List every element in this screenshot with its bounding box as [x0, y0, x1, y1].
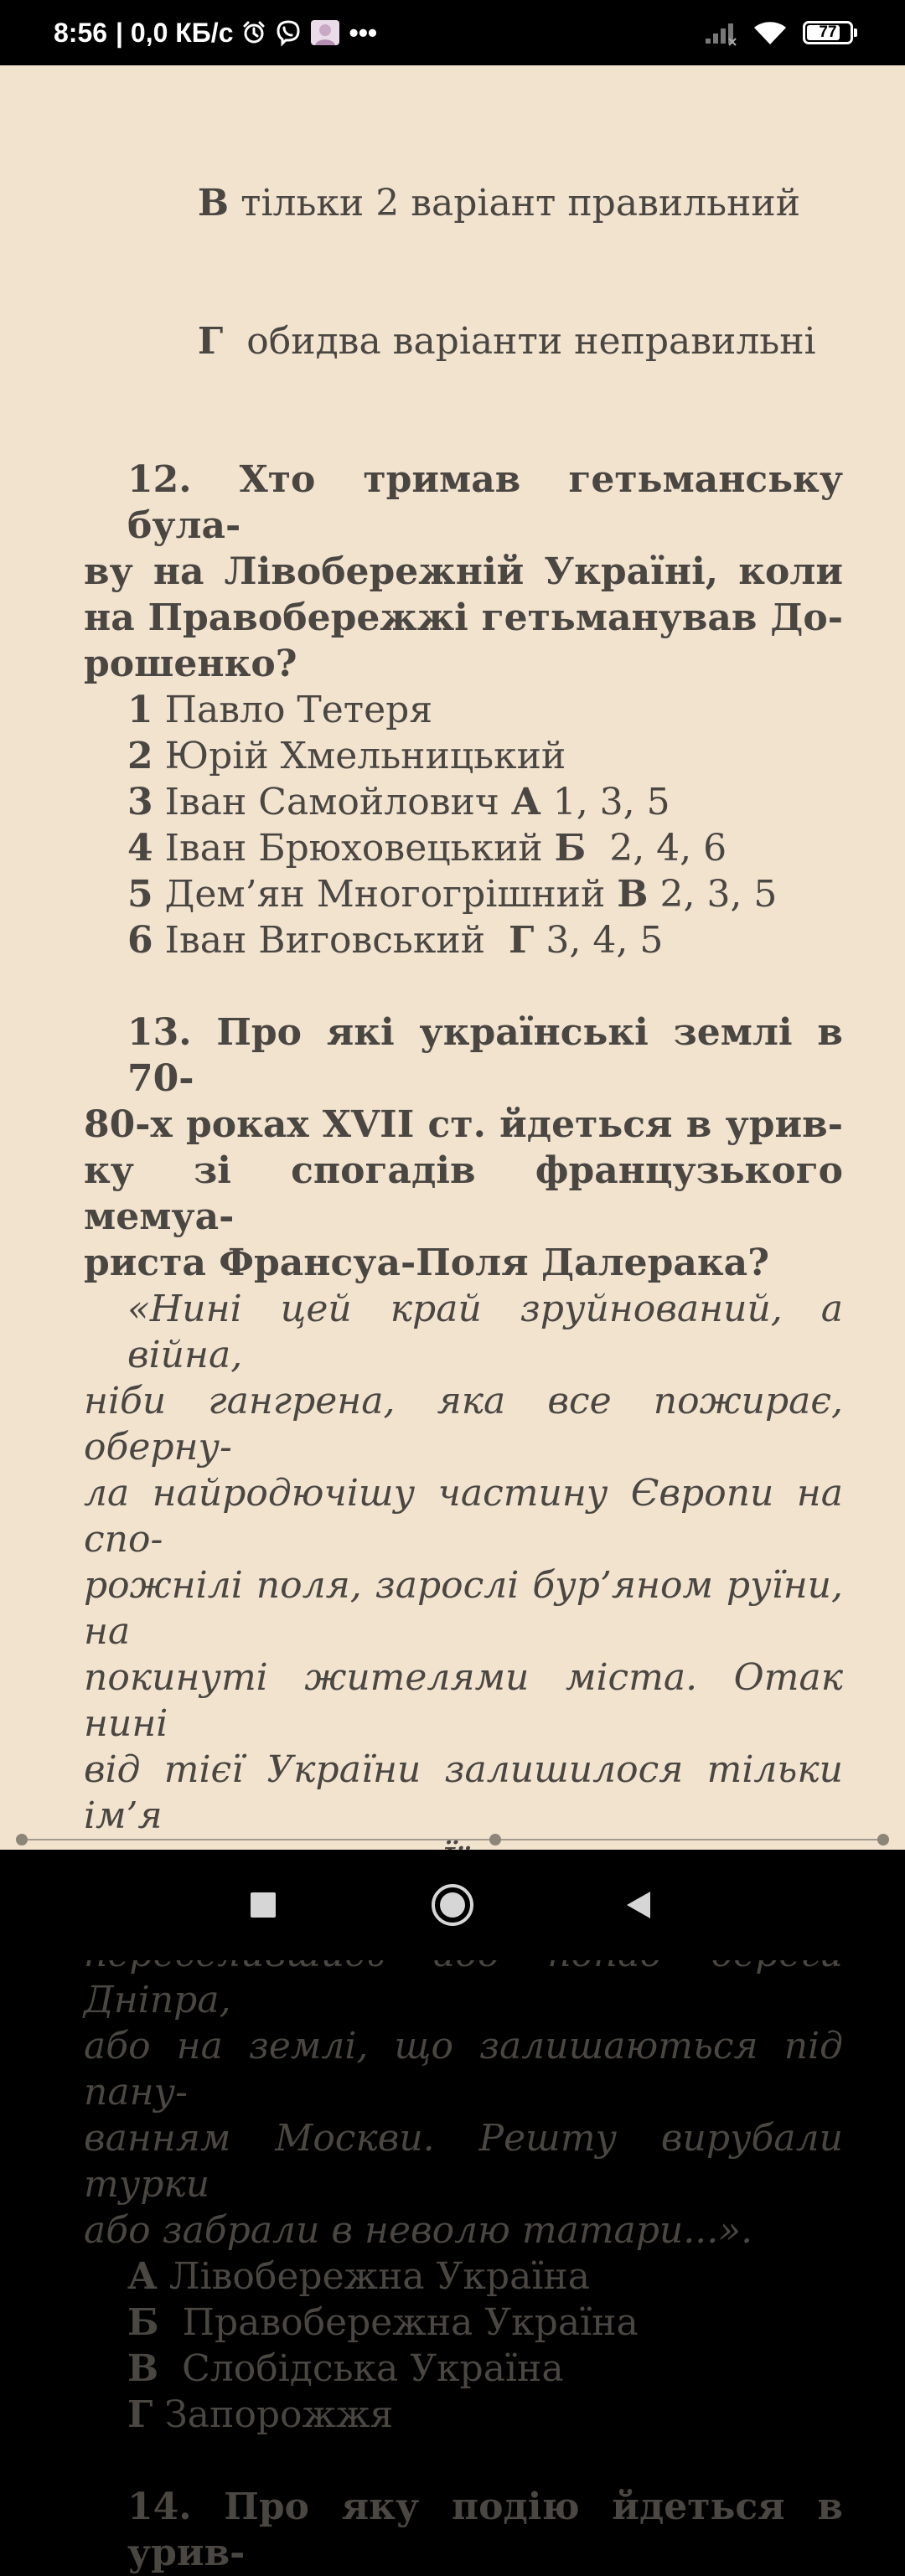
- battery-icon: [803, 21, 853, 44]
- home-circle-icon: [430, 1882, 475, 1928]
- back-triangle-icon: [622, 1888, 655, 1922]
- network-speed: | 0,0 КБ/с: [116, 17, 234, 48]
- question-12-line-1: 12. Хто тримав гетьманську була-: [127, 458, 843, 547]
- question-13-line-4: риста Франсуа-Поля Далерака?: [84, 1242, 769, 1284]
- quote-line-8: Дніпра,: [84, 1979, 231, 2021]
- viber-icon: [275, 19, 302, 46]
- q13-option-b: Б Правобережна Україна: [127, 2301, 639, 2344]
- status-left: [54, 0, 377, 65]
- progress-end-dot: [877, 1834, 889, 1846]
- battery-level-text: 77: [819, 23, 837, 41]
- reader-page[interactable]: [0, 65, 905, 2574]
- recents-square-icon: [249, 1891, 277, 1919]
- quote-line-2: ніби гангрена, яка все пожирає, оберну-: [84, 1380, 843, 1469]
- status-bar: [0, 0, 905, 65]
- more-notifications-icon: •••: [349, 17, 378, 48]
- question-13-line-3: ку зі спогадів французького мемуа-: [84, 1149, 843, 1238]
- answer-option-v: В тільки 2 варіант правильний: [197, 182, 801, 225]
- q12-option-2: 2 Юрій Хмельницький: [127, 735, 566, 777]
- quote-line-11: або забрали в неволю татари...».: [84, 2209, 753, 2252]
- question-13-line-1: 13. Про які українські землі в 70-: [127, 1011, 843, 1100]
- paragraph-gap: [84, 963, 843, 1009]
- question-12-line-2: ву на Лівобережній Україні, коли: [84, 550, 843, 593]
- q12-option-6: 6 Іван Виговський Г 3, 4, 5: [127, 919, 664, 962]
- progress-start-dot: [16, 1834, 28, 1846]
- q13-option-v: В Слобідська Україна: [127, 2347, 564, 2390]
- quote-line-1: «Нині цей край зруйнований, а війна,: [127, 1288, 843, 1376]
- app-avatar-icon: [310, 19, 340, 46]
- navigation-bar: [0, 1850, 905, 1960]
- q12-option-1: 1 Павло Тетеря: [127, 689, 433, 731]
- q12-option-5: 5 Дем’ян Многогрішний В 2, 3, 5: [127, 873, 778, 916]
- quote-line-6: від тієї України залишилося тільки ім’я: [84, 1748, 843, 1837]
- quote-line-9: або на землі, що залишаються під пану-: [84, 2025, 843, 2114]
- question-14-line-1: 14. Про яку подію йдеться в урив-: [127, 2486, 843, 2574]
- wifi-icon: [752, 19, 788, 46]
- quote-line-4: рожнілі поля, зарослі бур’яном руїни, на: [84, 1564, 843, 1653]
- alarm-icon: [241, 20, 266, 45]
- q12-option-3: 3 Іван Самойлович А 1, 3, 5: [127, 781, 670, 823]
- page-progress-slider[interactable]: [0, 1830, 905, 1850]
- answer-option-g: Г обидва варіанти неправильні: [197, 320, 816, 363]
- question-12-line-4: рошенко?: [84, 643, 297, 685]
- quote-line-3: ла найродючішу частину Європи на спо-: [84, 1472, 843, 1561]
- q12-option-4: 4 Іван Брюховецький Б 2, 4, 6: [127, 827, 727, 870]
- progress-thumb[interactable]: [489, 1834, 501, 1846]
- quote-line-5: покинуті жителями міста. Отак нині: [84, 1656, 843, 1745]
- recents-button[interactable]: [238, 1880, 288, 1930]
- question-12-line-3: на Правобережжі гетьманував До-: [84, 596, 843, 639]
- q13-option-a: А Лівобережна Україна: [127, 2255, 590, 2298]
- question-13-line-2: 80-х роках XVII ст. йдеться в урив-: [84, 1103, 843, 1146]
- progress-track[interactable]: [22, 1839, 883, 1840]
- q13-option-g: Г Запорожжя: [127, 2393, 394, 2436]
- status-right: [704, 0, 853, 65]
- paragraph-gap: [84, 410, 843, 457]
- paragraph-gap: [84, 2438, 843, 2484]
- home-button[interactable]: [427, 1880, 478, 1930]
- status-time: 8:56: [54, 17, 108, 48]
- back-button[interactable]: [613, 1880, 664, 1930]
- quote-line-10: ванням Москви. Решту вирубали турки: [84, 2117, 843, 2206]
- signal-icon: [704, 20, 737, 45]
- page-text: [84, 134, 843, 2576]
